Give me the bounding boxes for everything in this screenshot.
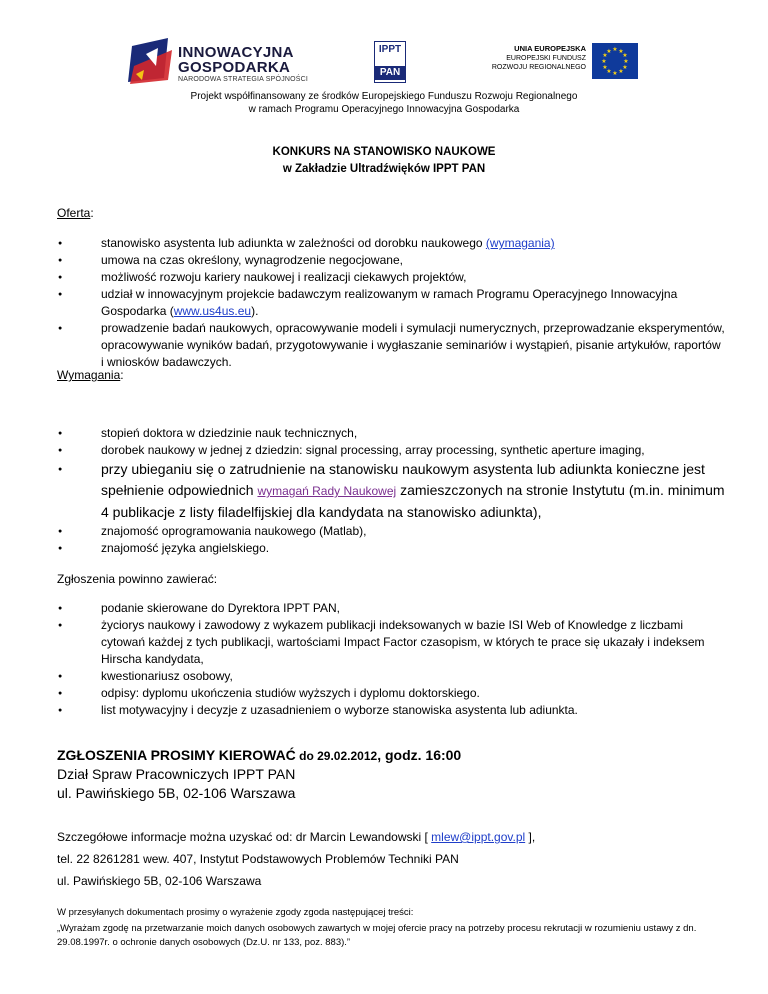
ig-logo-graphic-icon [128,36,176,86]
consent-intro: W przesyłanych dokumentach prosimy o wyrażenie zgody zgoda następującej treści: [57,907,414,918]
consent-clause: „Wyrażam zgodę na przetwarzanie moich danych osobowych zawartych w mojej ofercie pracy na potrzeby procesu rekrutacji w rozumieniu ustawy z dn. 29.08.1997r. o ochronie danych osobowych (Dz.U. nr 133, poz. 883).” [57,923,697,948]
requirements-list [55,425,725,557]
svg-text:★: ★ [618,68,624,75]
council-requirements-link[interactable]: wymagań Rady Naukowej [257,484,397,498]
requirement-item: ● znajomość oprogramowania naukowego (Matlab), [55,523,725,540]
svg-text:★: ★ [618,48,624,55]
deadline-line3: ul. Pawińskiego 5B, 02-106 Warszawa [57,785,296,801]
application-item: ● list motywacyjny i decyzje z uzasadnieniem o wyborze stanowiska asystenta lub adiunkta. [55,702,725,719]
page-subtitle: w Zakładzie Ultradźwięków IPPT PAN [282,163,486,175]
eu-flag-icon [592,43,638,79]
requirement-item: ● znajomość języka angielskiego. [55,540,725,557]
svg-text:★: ★ [622,64,628,71]
svg-text:★: ★ [612,70,618,77]
offer-heading: Oferta: [57,206,94,220]
offer-item: ● prowadzenie badań naukowych, opracowywanie modeli i symulacji numerycznych, przeprowadzanie eksperymentów, opracowywanie wyników badań, przygotowywanie i wygłaszanie seminariów i wystąpień, pisanie artykułów, raportów i wniosków badawczych. [55,320,725,371]
application-item: ● kwestionariusz osobowy, [55,668,725,685]
ippt-logo-top: IPPT [378,44,402,55]
us4us-link[interactable]: www.us4us.eu [173,304,252,318]
innowacyjna-gospodarka-logo [128,36,176,86]
requirements-link[interactable]: (wymagania) [485,236,555,250]
project-line2: w ramach Programu Operacyjnego Innowacyjna Gospodarka [248,104,520,115]
application-list [55,600,725,719]
svg-text:★: ★ [606,68,612,75]
svg-text:★: ★ [601,58,607,65]
ig-title-line1: INNOWACYJNA [178,44,294,61]
contact-line1: Szczegółowe informacje można uzyskać od: dr Marcin Lewandowski [ mlew@ippt.gov.pl ], [57,830,536,844]
offer-item: ● stanowisko asystenta lub adiunkta w zależności od dorobku naukowego (wymagania) [55,235,725,252]
project-line1: Projekt współfinansowany ze środków Europejskiego Funduszu Rozwoju Regionalnego [190,91,578,102]
application-heading: Zgłoszenia powinno zawierać: [57,572,218,586]
offer-item: ● udział w innowacyjnym projekcie badawczym realizowanym w ramach Programu Operacyjnego Innowacyjna Gospodarka (www.us4us.eu). [55,286,725,320]
requirement-item: ● dorobek naukowy w jednej z dziedzin: signal processing, array processing, synthetic aperture imaging, [55,442,725,459]
contact-email-link[interactable]: mlew@ippt.gov.pl [431,830,526,844]
application-item: ● podanie skierowane do Dyrektora IPPT PAN, [55,600,725,617]
svg-text:★: ★ [602,52,608,59]
offer-item: ● umowa na czas określony, wynagrodzenie negocjowane, [55,252,725,269]
ippt-logo-bottom: PAN [375,66,405,80]
application-item: ● życiorys naukowy i zawodowy z wykazem publikacji indeksowanych w bazie ISI Web of Knowledge z liczbami cytowań każdej z tych publikacji, wartościami Impact Factor czasopism, w których te prace się ukazały i indeksem Hirscha kandydata, [55,617,725,668]
offer-item: ● możliwość rozwoju kariery naukowej i realizacji ciekawych projektów, [55,269,725,286]
deadline-line2: Dział Spraw Pracowniczych IPPT PAN [57,766,296,782]
application-item: ● odpisy: dyplomu ukończenia studiów wyższych i dyplomu doktorskiego. [55,685,725,702]
requirement-item: ● stopień doktora w dziedzinie nauk technicznych, [55,425,725,442]
svg-text:★: ★ [606,48,612,55]
deadline-line1: ZGŁOSZENIA PROSIMY KIEROWAĆ do 29.02.2012, godz. 16:00 [57,747,462,763]
eu-label-line1: UNIA EUROPEJSKA [514,44,586,53]
ig-subtitle: NARODOWA STRATEGIA SPÓJNOŚCI [178,76,309,83]
eu-label-line2: EUROPEJSKI FUNDUSZ [506,55,586,62]
svg-text:★: ★ [623,58,629,65]
svg-text:★: ★ [612,46,618,53]
ig-title-line2: GOSPODARKA [178,59,291,76]
offer-list [55,235,725,371]
page-title: KONKURS NA STANOWISKO NAUKOWE [272,146,496,158]
eu-label-line3: ROZWOJU REGIONALNEGO [491,64,586,71]
contact-line3: ul. Pawińskiego 5B, 02-106 Warszawa [57,874,262,888]
ippt-pan-logo [374,41,406,83]
requirements-heading: Wymagania: [57,368,124,382]
requirement-item: ● przy ubieganiu się o zatrudnienie na stanowisku naukowym asystenta lub adiunkta konieczne jest spełnienie odpowiednich wymagań Rady Naukowej zamieszczonych na stronie Instytutu (m.in. minimum 4 publikacje z listy filadelfijskiej dla kandydata na stanowisko adiunkta), [55,459,725,523]
svg-text:★: ★ [602,64,608,71]
svg-text:★: ★ [622,52,628,59]
contact-line2: tel. 22 8261281 wew. 407, Instytut Podstawowych Problemów Techniki PAN [57,852,459,866]
